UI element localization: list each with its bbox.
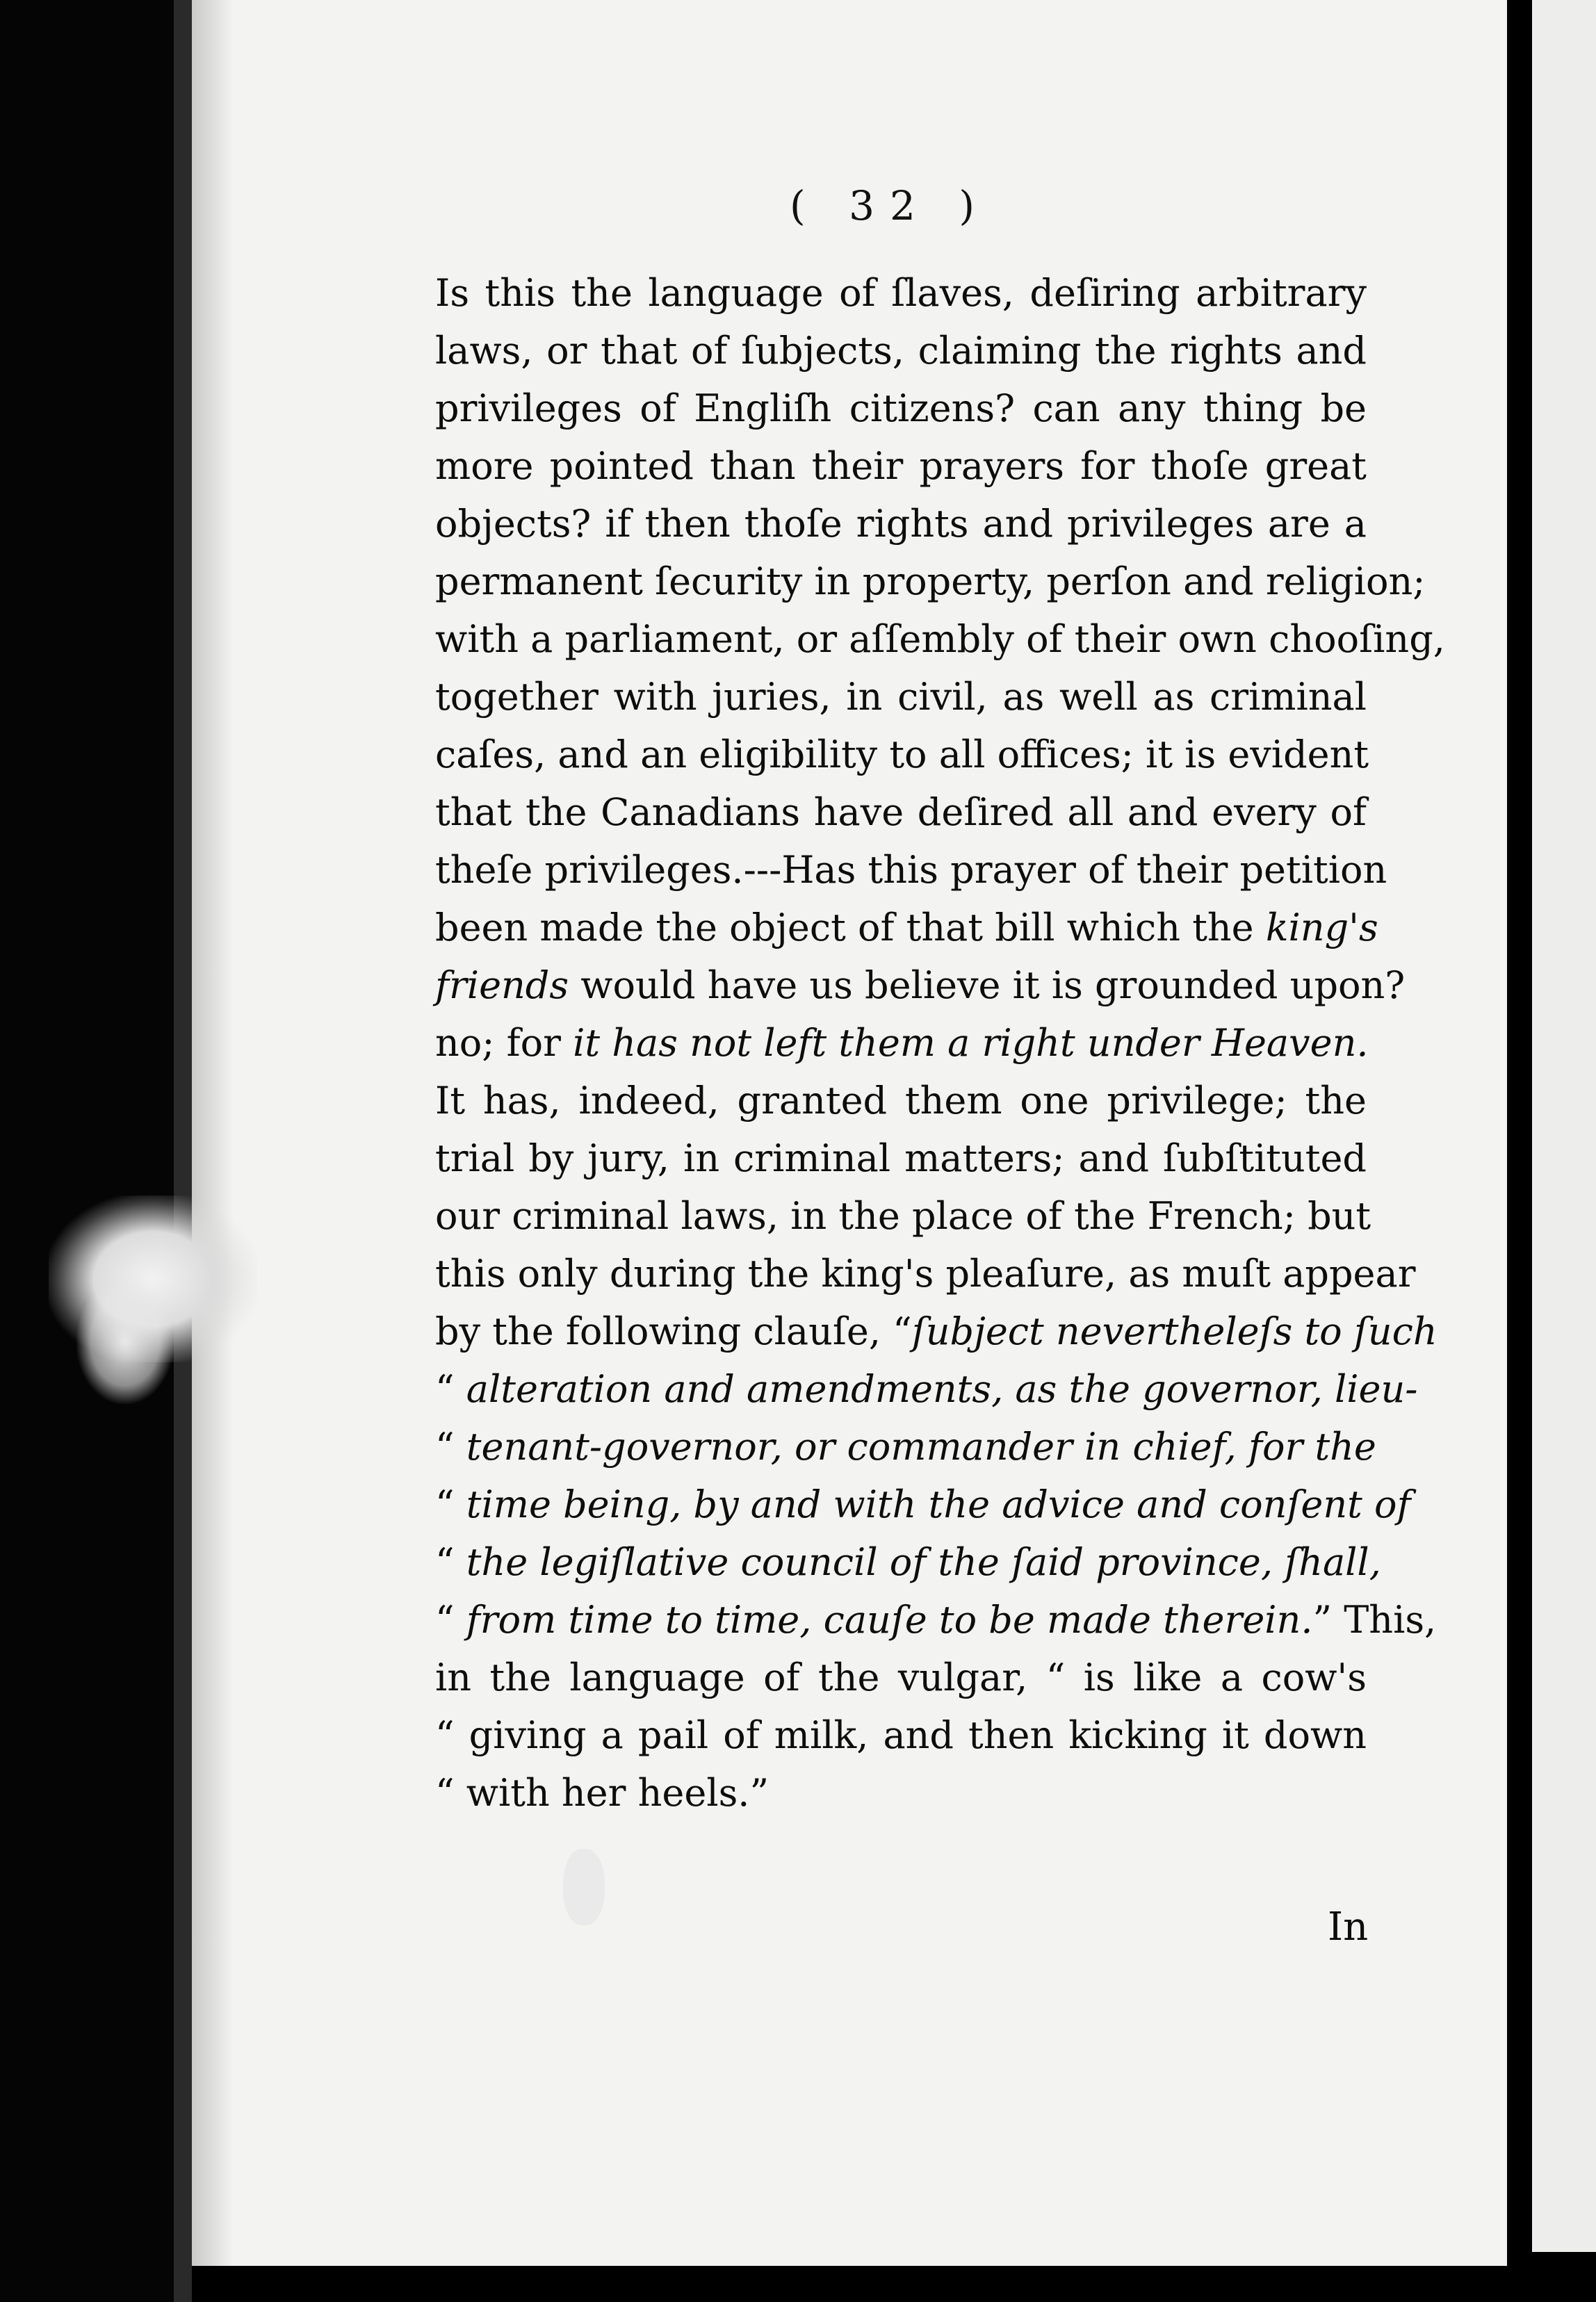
facing-page-edge <box>1532 0 1596 2252</box>
text-line <box>435 437 1367 495</box>
text-line <box>435 1649 1367 1706</box>
italic-text: tenant-governor, or commander in chief, for the <box>466 1425 1376 1469</box>
text-segment: ” This, <box>1312 1598 1437 1642</box>
text-line <box>435 495 1367 553</box>
text-line <box>435 379 1367 437</box>
catchword: In <box>1328 1904 1369 1950</box>
text-segment: privileges of Engliſh citizens? can any thing be <box>435 386 1367 430</box>
book-edge <box>174 0 192 2302</box>
text-segment: laws, or that of ſubjects, claiming the rights and <box>435 329 1367 373</box>
text-line <box>435 1129 1367 1187</box>
italic-text: friends <box>435 963 569 1007</box>
text-segment: more pointed than their prayers for thoſe great <box>435 444 1367 488</box>
text-line <box>435 1476 1411 1533</box>
text-line <box>435 1764 1367 1822</box>
text-segment: with a parliament, or aſſembly of their own chooſing, <box>435 617 1445 661</box>
text-segment: “ <box>435 1540 466 1584</box>
italic-text: king's <box>1265 906 1378 949</box>
text-segment: would have us believe it is grounded upon? <box>569 963 1406 1007</box>
text-segment: that the Canadians have deſired all and every of <box>435 790 1367 834</box>
text-line <box>435 956 1406 1014</box>
page-binding-shadow <box>192 0 234 2266</box>
paper-damage-spot <box>76 1279 174 1404</box>
text-segment: It has, indeed, granted them one privilege; the <box>435 1079 1367 1123</box>
text-line <box>435 1187 1371 1245</box>
italic-text: the legiſlative council of the ſaid province, ſhall, <box>466 1540 1381 1584</box>
text-line <box>435 610 1445 668</box>
text-segment: “ <box>435 1425 466 1469</box>
text-line <box>435 1245 1416 1303</box>
italic-text: it has not left them a right under Heaven. <box>573 1021 1369 1065</box>
text-segment: in the language of the vulgar, “ is like a cow's <box>435 1656 1367 1699</box>
italic-text: from time to time, cauſe to be made therein. <box>466 1598 1313 1642</box>
text-segment: Is this the language of ſlaves, deſiring arbitrary <box>435 271 1367 315</box>
text-segment: theſe privileges.---Has this prayer of their petition <box>435 848 1387 892</box>
text-segment: been made the object of that bill which the <box>435 906 1266 949</box>
page-number: ( 32 ) <box>790 182 990 229</box>
text-line <box>435 553 1426 610</box>
text-line <box>435 1014 1367 1072</box>
text-segment: “ giving a pail of milk, and then kicking it down <box>435 1713 1367 1757</box>
scan-border-left <box>0 0 174 2302</box>
italic-text: time being, by and with the advice and conſent of <box>466 1483 1411 1526</box>
text-segment: “ <box>435 1483 466 1526</box>
text-segment: trial by jury, in criminal matters; and ſubſtituted <box>435 1136 1367 1180</box>
scan-border-bottom <box>192 2266 1596 2302</box>
text-segment: this only during the king's pleaſure, as muſt appear <box>435 1252 1416 1296</box>
text-line <box>435 1072 1367 1129</box>
text-segment: no; for <box>435 1021 573 1065</box>
text-segment: “ <box>435 1367 466 1411</box>
text-segment: objects? if then thoſe rights and privileges are a <box>435 502 1367 546</box>
text-line <box>435 783 1367 841</box>
text-segment: “ <box>435 1598 466 1642</box>
text-segment: by the following clauſe, “ <box>435 1309 912 1353</box>
text-line <box>435 1360 1418 1418</box>
text-segment: our criminal laws, in the place of the French; but <box>435 1194 1371 1238</box>
italic-text: ſubject nevertheleſs to ſuch <box>911 1309 1438 1353</box>
body-text <box>435 264 1445 1822</box>
text-line <box>435 1591 1437 1649</box>
text-segment: caſes, and an eligibility to all offices; it is evident <box>435 733 1369 776</box>
text-line <box>435 841 1387 899</box>
text-line <box>435 1706 1367 1764</box>
text-line <box>435 322 1367 379</box>
text-line <box>435 726 1367 783</box>
text-line <box>435 1418 1376 1476</box>
text-line <box>435 264 1367 322</box>
italic-text: alteration and amendments, as the governor, lieu- <box>466 1367 1418 1411</box>
gutter-shadow <box>1507 0 1532 2302</box>
text-line <box>435 1303 1438 1360</box>
text-segment: permanent ſecurity in property, perſon and religion; <box>435 560 1426 603</box>
text-segment: together with juries, in civil, as well as criminal <box>435 675 1367 719</box>
text-line <box>435 1533 1381 1591</box>
text-line <box>435 668 1367 726</box>
text-segment: “ with her heels.” <box>435 1771 770 1815</box>
text-line <box>435 899 1378 956</box>
paper-speck <box>563 1849 605 1925</box>
